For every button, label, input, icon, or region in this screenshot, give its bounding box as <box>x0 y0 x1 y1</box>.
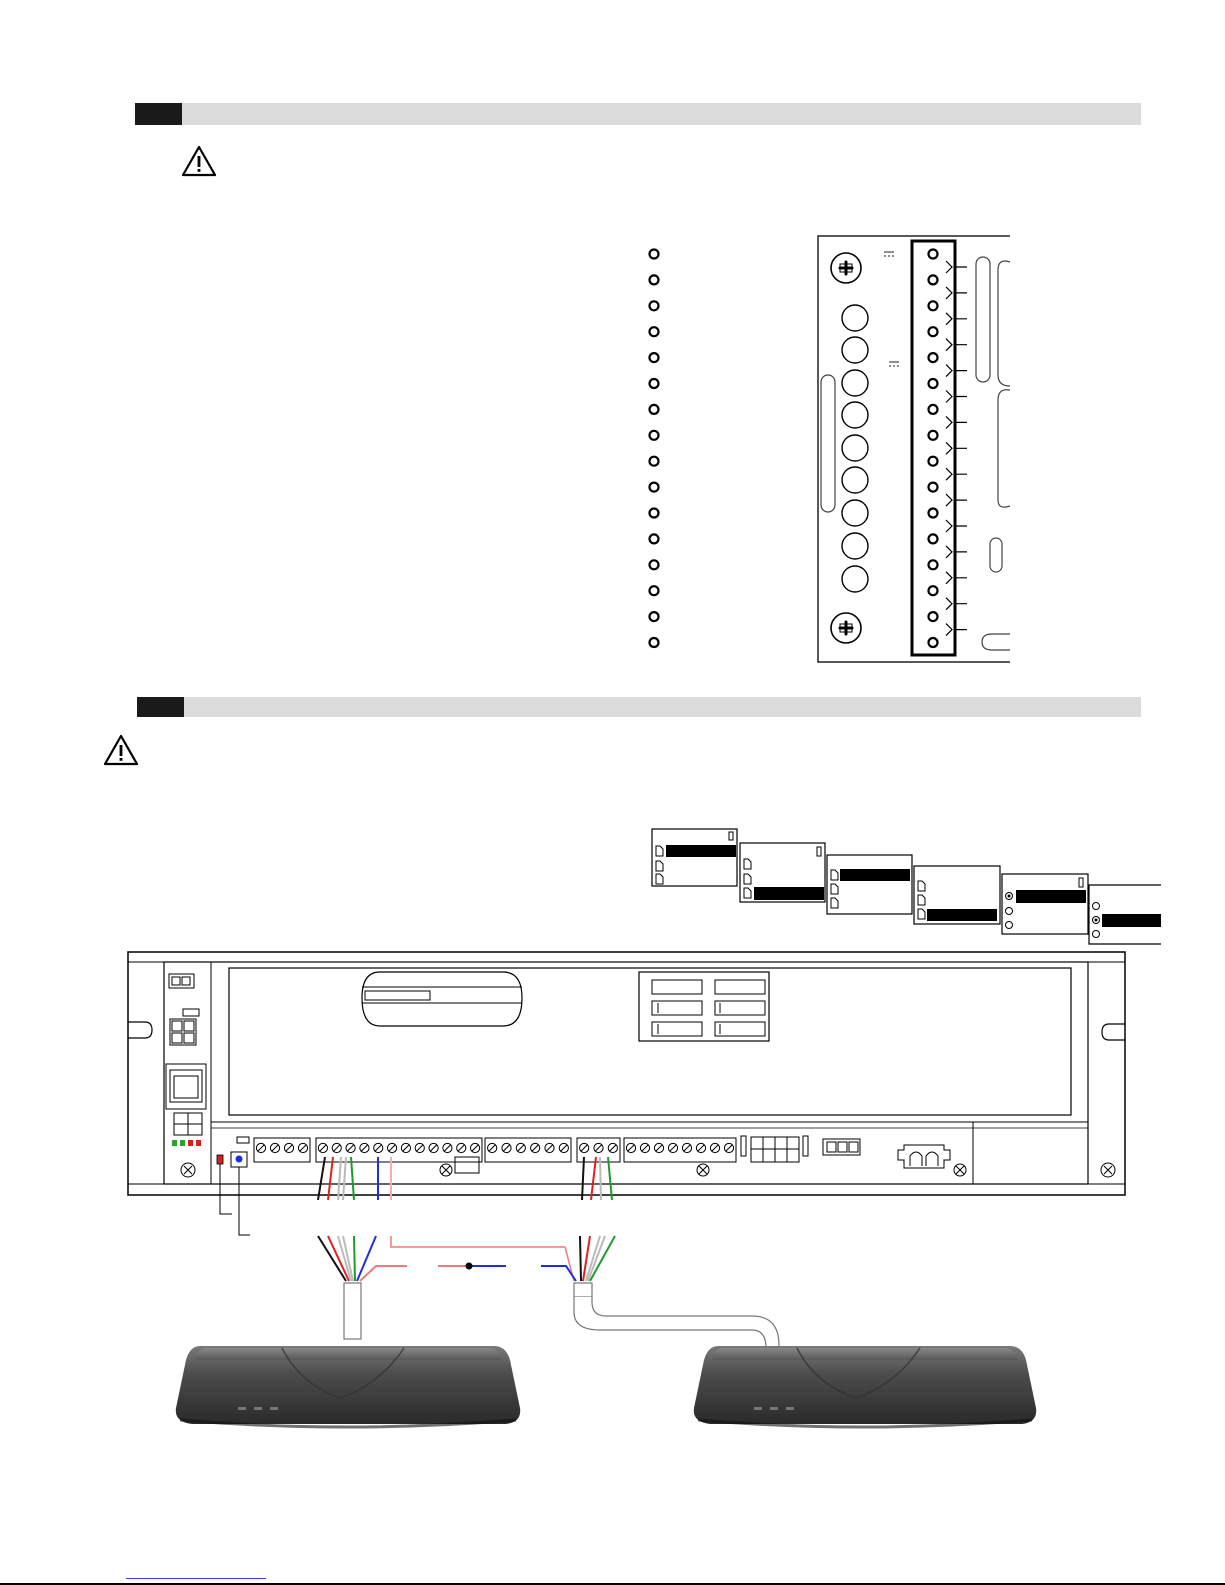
wire-junction-dot <box>466 1263 473 1270</box>
sensor-2-wires <box>580 1157 615 1281</box>
status-led <box>217 1155 223 1164</box>
sensor-unit-2 <box>694 1346 1036 1427</box>
menu-screen-3 <box>827 855 912 914</box>
board-screw-icon <box>1101 1163 1115 1177</box>
sensor-2-cable <box>574 1283 779 1352</box>
board-screw-icon <box>954 1164 966 1176</box>
terminal-block <box>485 1138 571 1162</box>
sensor-1-cable <box>344 1283 361 1339</box>
led-red-1 <box>188 1140 193 1146</box>
led-green-1 <box>172 1140 177 1146</box>
menu-screen-1 <box>652 829 737 886</box>
board-terminal-blocks <box>254 1138 736 1162</box>
menu-screen-6 <box>1089 885 1161 944</box>
board-screw-icon <box>440 1164 452 1176</box>
board-screw-icon <box>181 1163 195 1177</box>
controller-board <box>128 952 1125 1235</box>
footer-link-underline[interactable] <box>126 1578 266 1579</box>
led-green-2 <box>180 1140 185 1146</box>
board-screw-icon <box>697 1164 709 1176</box>
menu-screen-5 <box>1002 874 1088 934</box>
menu-screen-2 <box>740 843 825 902</box>
menu-screen-4 <box>914 866 1000 924</box>
led-red-2 <box>196 1140 201 1146</box>
sensor-unit-1 <box>176 1346 520 1427</box>
